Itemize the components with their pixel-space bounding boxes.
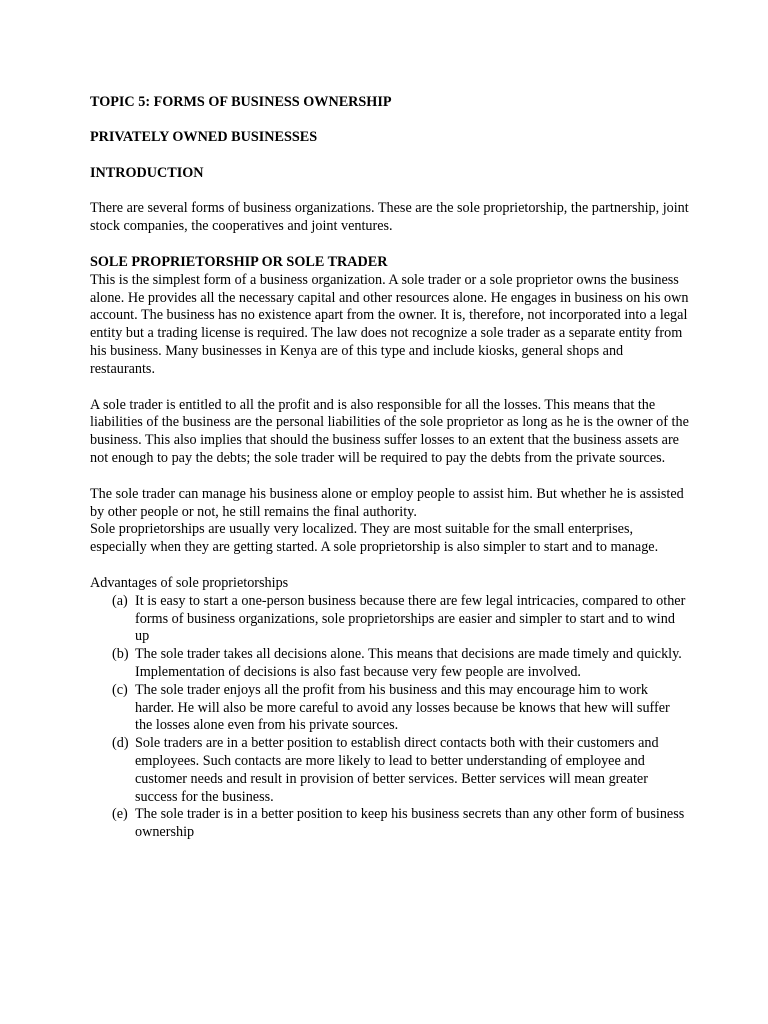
- list-marker: (a): [112, 592, 128, 609]
- list-item: [90, 646, 690, 682]
- body-paragraph: The sole trader can manage his business alone or employ people to assist him. But whether he is assisted by other people or not, he still remains the final authority.: [90, 485, 684, 520]
- body-paragraph: Sole proprietorships are usually very localized. They are most suitable for the small enterprises, especially when they are getting started. A sole proprietorship is also simpler to start and to manage.: [90, 521, 659, 556]
- advantages-list: [90, 593, 690, 842]
- list-item-text: The sole trader enjoys all the profit from his business and this may encourage him to work harder. He will also be more careful to avoid any losses because be knows that hew will suffer the losses alone even from his private sources.: [135, 681, 670, 734]
- list-item-text: It is easy to start a one-person business because there are few legal intricacies, compared to other forms of business organizations, sole proprietorships are easier and simpler to start and to wind up: [135, 592, 686, 645]
- body-paragraph: A sole trader is entitled to all the profit and is also responsible for all the losses. This means that the liabilities of the business are the personal liabilities of the sole proprietor as long as he is the owner of the business. This also implies that should the business suffer losses to an extent that the business assets are not enough to pay the debts; the sole trader will be required to pay the debts from the private sources.: [90, 396, 689, 466]
- list-item: [90, 735, 690, 806]
- list-marker: (c): [112, 681, 128, 698]
- list-item-text: Sole traders are in a better position to establish direct contacts both with their customers and employees. Such contacts are more likely to lead to better understanding of employee and customer needs and result in provision of better services. Better services will mean greater success for the business.: [135, 735, 659, 805]
- list-marker: (b): [112, 646, 129, 663]
- section-title: PRIVATELY OWNED BUSINESSES: [90, 128, 318, 145]
- list-item: [90, 593, 690, 646]
- list-item: [90, 682, 690, 735]
- document-page: [90, 94, 690, 842]
- list-marker: (d): [112, 735, 129, 752]
- list-item-text: The sole trader is in a better position to keep his business secrets than any other form of business ownership: [135, 806, 685, 841]
- list-item-text: The sole trader takes all decisions alone. This means that decisions are made timely and quickly. Implementation of decisions is also fast because very few people are involved.: [135, 646, 682, 680]
- list-item: [90, 806, 690, 842]
- body-paragraph: This is the simplest form of a business organization. A sole trader or a sole proprietor owns the business alone. He provides all the necessary capital and other resources alone. He engages in business on his own account. The business has no existence apart from the owner. It is, therefore, not incorporated into a legal entity but a trading license is required. The law does not recognize a sole trader as a separate entity from his business. Many businesses in Kenya are of this type and include kiosks, general shops and restaurants.: [90, 271, 689, 377]
- intro-paragraph: There are several forms of business organizations. These are the sole proprietorship, the partnership, joint stock companies, the cooperatives and joint ventures.: [90, 200, 689, 235]
- intro-heading: INTRODUCTION: [90, 164, 204, 181]
- list-marker: (e): [112, 806, 128, 823]
- topic-title: TOPIC 5: FORMS OF BUSINESS OWNERSHIP: [90, 94, 392, 110]
- sole-proprietorship-heading: SOLE PROPRIETORSHIP OR SOLE TRADER: [90, 253, 388, 270]
- advantages-title: Advantages of sole proprietorships: [90, 574, 289, 591]
